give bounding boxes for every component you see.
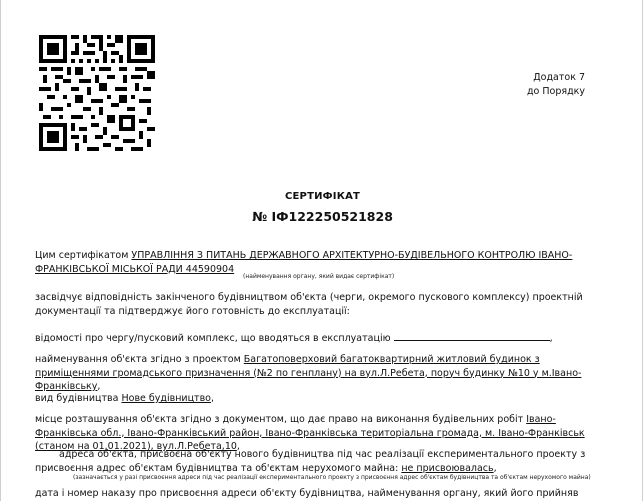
stage-info-label: відомості про чергу/пусковий комплекс, що вводяться в експлуатацію xyxy=(35,333,391,344)
issuing-authority-paragraph xyxy=(35,249,587,276)
authority-name: УПРАВЛІННЯ З ПИТАНЬ ДЕРЖАВНОГО АРХІТЕКТУРНО-БУДІВЕЛЬНОГО КОНТРОЛЮ ІВАНО-ФРАНКІВСЬКОЇ МІСЬКОЇ РАДИ 44590904 xyxy=(35,250,573,275)
address-label: адреса об'єкта, присвоєна об'єкту нового будівництва під час реалізації експериментального проекту з присвоєння адрес об'єктам будівництва та об'єктам нерухомого майна: xyxy=(35,449,586,474)
construction-type-label: вид будівництва xyxy=(35,393,122,404)
construction-type-paragraph xyxy=(35,392,587,406)
location-end: , xyxy=(236,441,240,452)
annex-note xyxy=(527,71,585,99)
document-title: СЕРТИФІКАТ xyxy=(284,191,361,202)
object-name-end: , xyxy=(97,381,101,392)
address-value: не присвоювалась xyxy=(401,462,494,474)
certificate-number: № ІФ122250521828 xyxy=(252,209,393,224)
stage-info-end: , xyxy=(549,333,553,344)
qr-code-icon xyxy=(39,35,155,151)
stage-info-blank xyxy=(394,331,550,341)
construction-type-value: Нове будівництво xyxy=(121,393,211,404)
order-paragraph: дата і номер наказу про присвоєння адреси об'єкту будівництва, найменування органу, який його прийняв xyxy=(35,488,579,499)
address-hint: (зазначається у разі присвоєння адреси під час реалізації експериментального проекту з присвоєння адрес об'єктам будівництва та об'єктам нерухомого майна) xyxy=(73,474,591,481)
address-end: , xyxy=(493,462,497,474)
object-name-label: найменування об'єкта згідно з проектом xyxy=(35,354,244,365)
authority-hint: (найменування органу, який видає сертифікат) xyxy=(243,273,395,280)
stage-info-paragraph xyxy=(35,331,587,346)
construction-type-end: , xyxy=(211,393,215,404)
compliance-paragraph: засвідчує відповідність закінченого будівництвом об'єкта (черги, окремого пускового комплексу) проектній документації та підтверджує його готовність до експлуатації: xyxy=(35,292,583,317)
annex-line-2: до Порядку xyxy=(526,86,585,97)
location-label: місце розташування об'єкта згідно з документом, що дає право на виконання будівельних робіт xyxy=(35,414,527,425)
authority-prefix: Цим сертифікатом xyxy=(35,250,132,261)
address-paragraph xyxy=(35,448,587,475)
object-name-paragraph xyxy=(35,353,587,394)
annex-line-1: Додаток 7 xyxy=(533,72,585,83)
location-value: Івано-Франківська обл., Івано-Франківський район, Івано-Франківська територіальна громада, м. Івано-Франківськ (станом на 01.01.2021), вул.Л.Ребета,10 xyxy=(35,414,585,452)
object-name-value: Багатоповерховий багатоквартирний житловий будинок з приміщеннями громадського призначення (№2 по генплану) на вул.Л.Ребета, поруч будинку №10 у м.Івано-Франківську xyxy=(35,354,582,392)
